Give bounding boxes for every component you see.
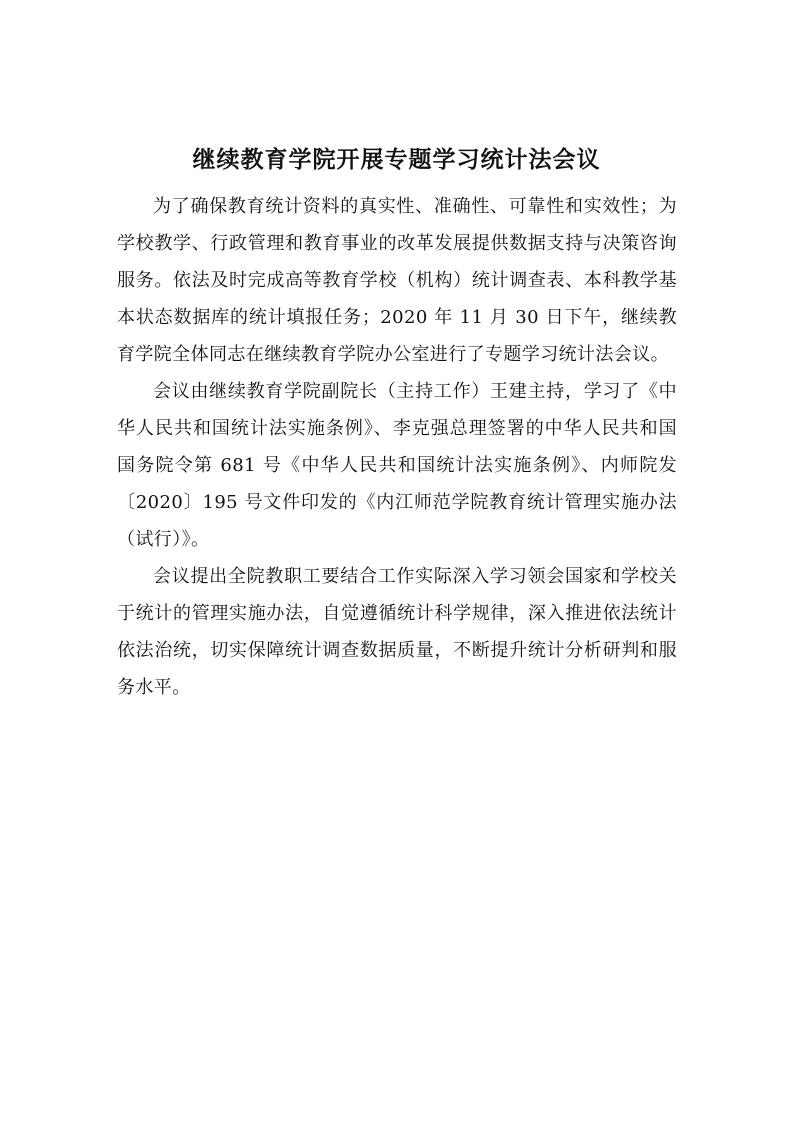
- document-body: [117, 188, 677, 706]
- paragraph-purpose: 为了确保教育统计资料的真实性、准确性、可靠性和实效性；为学校教学、行政管理和教育事业的改革发展提供数据支持与决策咨询服务。依法及时完成高等教育学校（机构）统计调查表、本科教学基本状态数据库的统计填报任务；2020 年 11 月 30 日下午，继续教育学院全体同志在继续教育学院办公室进行了专题学习统计法会议。: [117, 196, 677, 365]
- paragraph-meeting-content: 会议由继续教育学院副院长（主持工作）王建主持，学习了《中华人民共和国统计法实施条例》、李克强总理签署的中华人民共和国国务院令第 681 号《中华人民共和国统计法实施条例》、内师院发〔2020〕195 号文件印发的《内江师范学院教育统计管理实施办法（试行）》。: [117, 381, 677, 550]
- document-title: 继续教育学院开展专题学习统计法会议: [192, 147, 601, 173]
- paragraph-requirements: 会议提出全院教职工要结合工作实际深入学习领会国家和学校关于统计的管理实施办法，自觉遵循统计科学规律，深入推进依法统计依法治统，切实保障统计调查数据质量，不断提升统计分析研判和服务水平。: [117, 566, 677, 698]
